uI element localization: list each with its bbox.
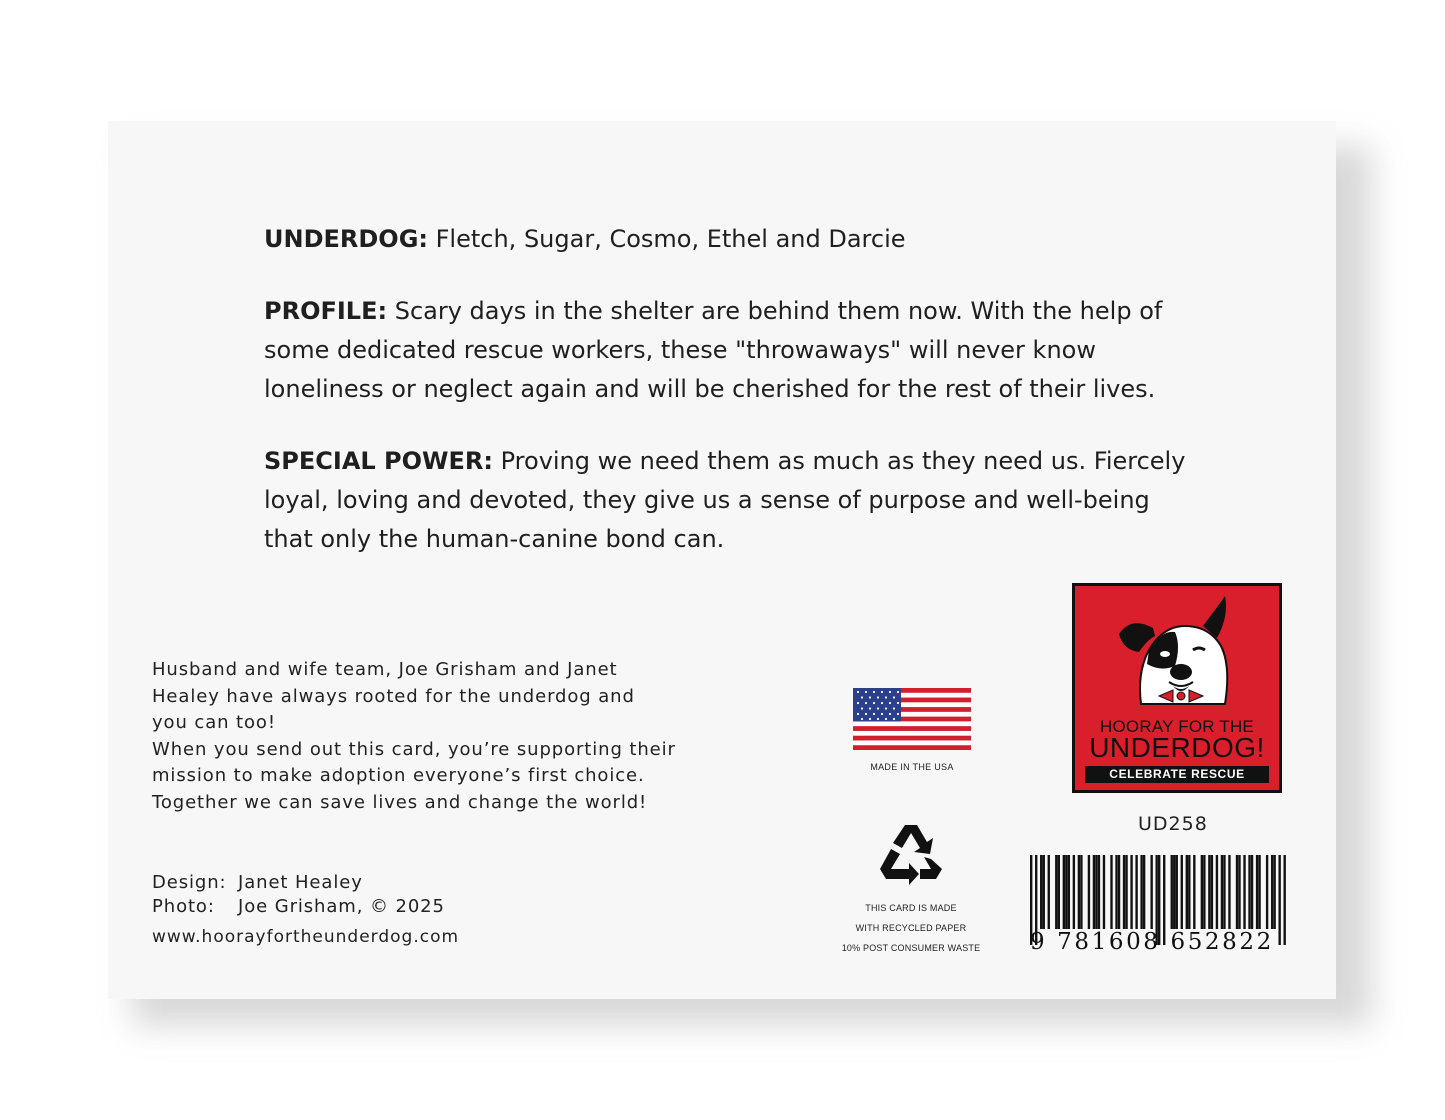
barcode-bar — [1125, 855, 1127, 929]
barcode-bar — [1248, 855, 1250, 929]
underdog-text: Fletch, Sugar, Cosmo, Ethel and Darcie — [428, 225, 906, 253]
story-line: Together we can save lives and change the world! — [152, 791, 648, 813]
barcode-bar — [1171, 855, 1173, 929]
barcode-bar — [1040, 855, 1042, 929]
barcode-bar — [1216, 855, 1218, 929]
logo-red-field — [1075, 586, 1279, 790]
design-credit — [152, 871, 445, 895]
photo-credit — [152, 895, 445, 919]
barcode-bar — [1080, 855, 1082, 929]
recycle-caption-line: THIS CARD IS MADE — [865, 903, 957, 913]
barcode-bar — [1228, 855, 1230, 929]
barcode-bar — [1093, 855, 1095, 929]
greeting-card-back — [108, 121, 1336, 999]
barcode-bar — [1256, 855, 1258, 929]
product-code: UD258 — [1138, 813, 1208, 835]
barcode-bar — [1135, 855, 1137, 929]
barcode-bar — [1140, 855, 1142, 929]
barcode-bar — [1115, 855, 1117, 929]
dog-icon — [1075, 586, 1279, 716]
special-power-paragraph — [264, 442, 1204, 559]
barcode-bar — [1201, 855, 1203, 929]
barcode-bar — [1186, 855, 1188, 929]
barcode-bar — [1193, 855, 1195, 929]
barcode-bar — [1211, 855, 1213, 929]
credits — [152, 871, 445, 918]
barcode-bar — [1068, 855, 1070, 929]
hooray-logo — [1072, 583, 1282, 793]
barcode-bar — [1118, 855, 1120, 929]
barcode-bar — [1223, 855, 1225, 929]
made-in-usa — [853, 688, 971, 772]
story-line: When you send out this card, you’re supporting their — [152, 738, 676, 760]
logo-line-2: UNDERDOG! — [1089, 732, 1265, 763]
barcode-bar — [1273, 855, 1275, 929]
barcode-bar — [1058, 855, 1060, 929]
logo-line-1: HOORAY FOR THE — [1100, 717, 1254, 736]
barcode-bar — [1103, 855, 1105, 929]
barcode-bar — [1173, 855, 1175, 929]
barcode-bar — [1188, 855, 1190, 929]
barcode-bar — [1063, 855, 1065, 929]
story-line: Healey have always rooted for the underdog and — [152, 685, 635, 707]
barcode-bar — [1236, 855, 1238, 929]
barcode-bar — [1181, 855, 1183, 929]
isbn-number: 9 781608 652822 — [1030, 929, 1274, 955]
barcode-bar — [1110, 855, 1112, 929]
barcode-bar — [1055, 855, 1057, 929]
underdog-paragraph — [264, 220, 1204, 259]
profile-text: Scary days in the shelter are behind them now. With the help of some dedicated rescue workers, these "throwaways" will never know loneliness or neglect again and will be cherished for the rest of their lives. — [264, 297, 1163, 403]
barcode-bar — [1143, 855, 1145, 929]
barcode-bar — [1098, 855, 1100, 929]
barcode-bar — [1130, 855, 1132, 929]
profile-paragraph — [264, 292, 1204, 409]
barcode-bar — [1073, 855, 1075, 929]
barcode-bar — [1048, 855, 1050, 929]
us-flag-icon — [853, 688, 971, 750]
logo-tagline: CELEBRATE RESCUE — [1085, 766, 1269, 783]
barcode-bar — [1065, 855, 1067, 929]
story-line: Husband and wife team, Joe Grisham and Janet — [152, 659, 618, 680]
recycle-caption — [826, 898, 996, 958]
recycle-caption-line: 10% POST CONSUMER WASTE — [841, 943, 981, 953]
story-line: mission to make adoption everyone’s first choice. — [152, 765, 645, 786]
barcode-bar — [1208, 855, 1210, 929]
barcode-bar — [1203, 855, 1205, 929]
website-link[interactable]: www.hoorayfortheunderdog.com — [152, 927, 460, 947]
special-power-text: Proving we need them as much as they need us. Fiercely loyal, loving and devoted, they give us a sense of purpose and well-being that only the human-canine bond can. — [264, 447, 1186, 553]
barcode-bar — [1095, 855, 1097, 929]
recycled-paper-notice — [826, 821, 996, 958]
barcode-bar — [1150, 855, 1152, 929]
recycle-caption-line: WITH RECYCLED PAPER — [855, 923, 967, 933]
photo-label: Photo: — [152, 895, 215, 917]
barcode-bar — [1078, 855, 1080, 929]
barcode-bar — [1088, 855, 1090, 929]
barcode-bar — [1238, 855, 1240, 929]
profile-label: PROFILE: — [264, 297, 388, 325]
barcode-bar — [1043, 855, 1045, 929]
barcode-bar — [1251, 855, 1253, 929]
made-in-usa-caption: MADE IN THE USA — [870, 762, 954, 772]
barcode-bar — [1221, 855, 1223, 929]
special-power-label: SPECIAL POWER: — [264, 447, 493, 475]
design-value: Janet Healey — [238, 872, 363, 893]
recycle-icon — [876, 821, 946, 887]
barcode-bar — [1123, 855, 1125, 929]
barcode-bar — [1271, 855, 1273, 929]
underdog-label: UNDERDOG: — [264, 225, 428, 253]
story-line: you can too! — [152, 712, 276, 733]
photo-value: Joe Grisham, © 2025 — [238, 895, 445, 917]
story-text — [152, 657, 692, 816]
barcode-bar — [1258, 855, 1260, 929]
barcode-bar — [1266, 855, 1268, 929]
design-label: Design: — [152, 872, 227, 893]
barcode-bar — [1176, 855, 1178, 929]
barcode-bar — [1243, 855, 1245, 929]
